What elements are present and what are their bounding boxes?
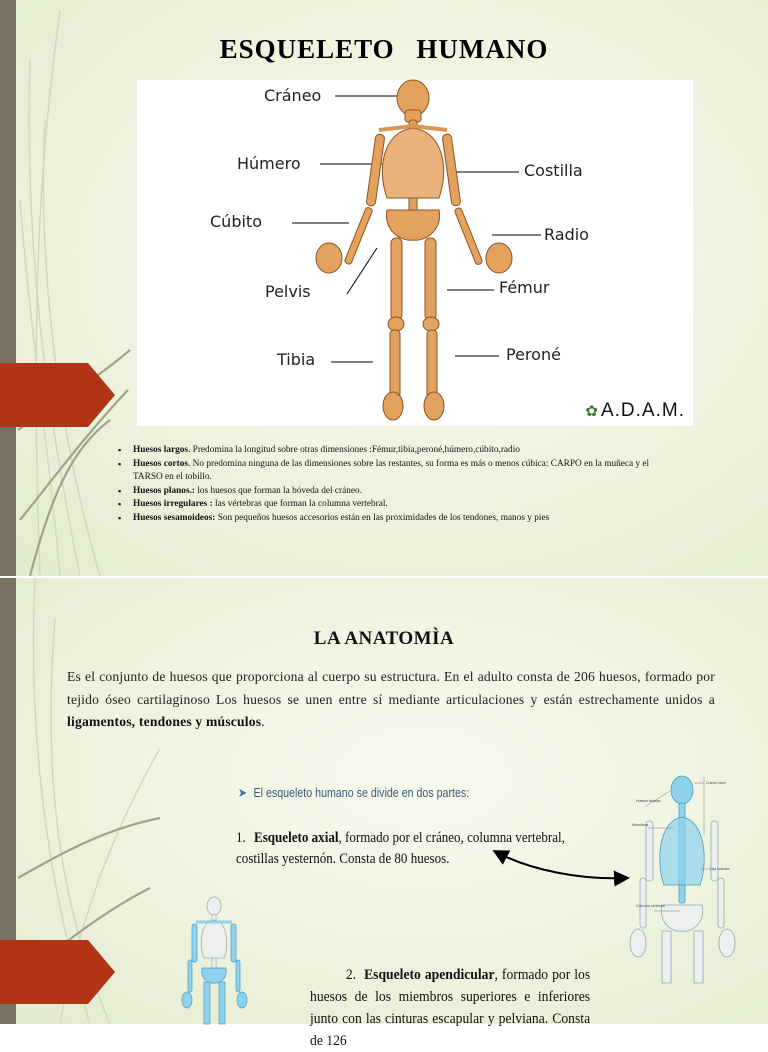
item-text: , formado por los huesos de los miembros superiores e inferiores junto con las cinturas escapular y pelviana. Consta de 126 — [310, 967, 591, 1049]
diagram-label: Cráneo óseo — [706, 781, 727, 785]
adam-logo — [585, 400, 685, 422]
double-arrow-icon — [490, 840, 635, 890]
skeleton-illustration — [137, 80, 693, 426]
bullet-term: Huesos irregulares : — [133, 499, 213, 509]
bullet-text: . No predomina ninguna de las dimensiones sobre las restantes, su forma es más o menos cúbica: CARPO en la muñeca y el TARSO en el tobillo. — [133, 458, 650, 482]
label-pelvis: Pelvis — [265, 282, 311, 301]
bullet-text: las vértebras que forman la columna vertebral. — [212, 499, 388, 509]
item-number: 1. — [236, 830, 246, 846]
diagram-label: Caja torácica — [709, 867, 730, 871]
para-end: . — [261, 714, 265, 729]
list-item — [118, 498, 658, 512]
skeleton-diagram — [137, 80, 693, 426]
bullet-text: . Predomina la longitud sobre otras dimensiones :Fémur,tibia,peroné,húmero,cúbito,radio — [188, 445, 520, 455]
bullet-term: Huesos cortos — [133, 458, 189, 469]
slide-la-anatomia — [0, 578, 768, 1049]
left-accent-bar — [0, 0, 16, 576]
leaf-icon: ✿ — [585, 403, 599, 420]
item-number: 2. — [345, 967, 357, 983]
label-cubito: Cúbito — [210, 212, 262, 231]
diagram-label: Columna vertebral — [636, 904, 665, 908]
label-tibia: Tibia — [277, 350, 316, 369]
label-humero: Húmero — [237, 154, 301, 173]
section-title: LA ANATOMÌA — [313, 628, 455, 649]
diagram-label: Mandíbula — [632, 823, 649, 827]
intro-paragraph — [67, 666, 715, 734]
bone-types-list — [118, 444, 658, 525]
bullet-text: Son pequeños huesos accesorios están en las proximidades de los tendones, manos y pies — [215, 512, 550, 523]
item-bold: Esqueleto axial — [254, 830, 339, 846]
item-bold: Esqueleto apendicular — [364, 967, 495, 983]
appendicular-skeleton-diagram — [182, 896, 254, 1024]
arrow-bullet-icon: ➤ — [238, 785, 247, 800]
bullet-text: los huesos que forman la bóveda del cráneo. — [195, 485, 363, 496]
bullet-term: Huesos largos — [133, 445, 189, 455]
label-femur: Fémur — [499, 278, 550, 297]
adam-logo-text: A.D.A.M. — [600, 400, 685, 421]
label-craneo: Cráneo — [264, 86, 322, 105]
divide-heading — [238, 785, 469, 801]
diagram-label: Huesos faciales — [636, 799, 661, 803]
item-text: , formado por el cráneo, columna vertebral, costillas yesternón. Consta de 80 huesos. — [236, 830, 565, 867]
label-radio: Radio — [544, 225, 589, 244]
bullet-term: Huesos sesamoideos: — [133, 512, 216, 523]
label-perone: Peroné — [506, 345, 561, 364]
list-item — [118, 512, 658, 526]
list-item — [118, 444, 658, 458]
apendicular-item — [310, 964, 590, 1052]
label-costilla: Costilla — [524, 161, 583, 180]
divide-heading-text: El esqueleto humano se divide en dos partes: — [253, 785, 470, 800]
list-item — [118, 458, 658, 485]
bullet-term: Huesos planos.: — [133, 485, 195, 496]
page-title: ESQUELETO HUMANO — [219, 34, 549, 64]
axial-skeleton-diagram — [628, 773, 740, 983]
list-item — [118, 485, 658, 499]
para-text: Es el conjunto de huesos que proporciona al cuerpo su estructura. En el adulto consta de 206 huesos, formado por tejido óseo cartilaginoso Los huesos se unen entre sí mediante articulaciones y están estrechamente unidos a — [67, 669, 715, 707]
para-bold: ligamentos, tendones y músculos — [67, 714, 262, 729]
